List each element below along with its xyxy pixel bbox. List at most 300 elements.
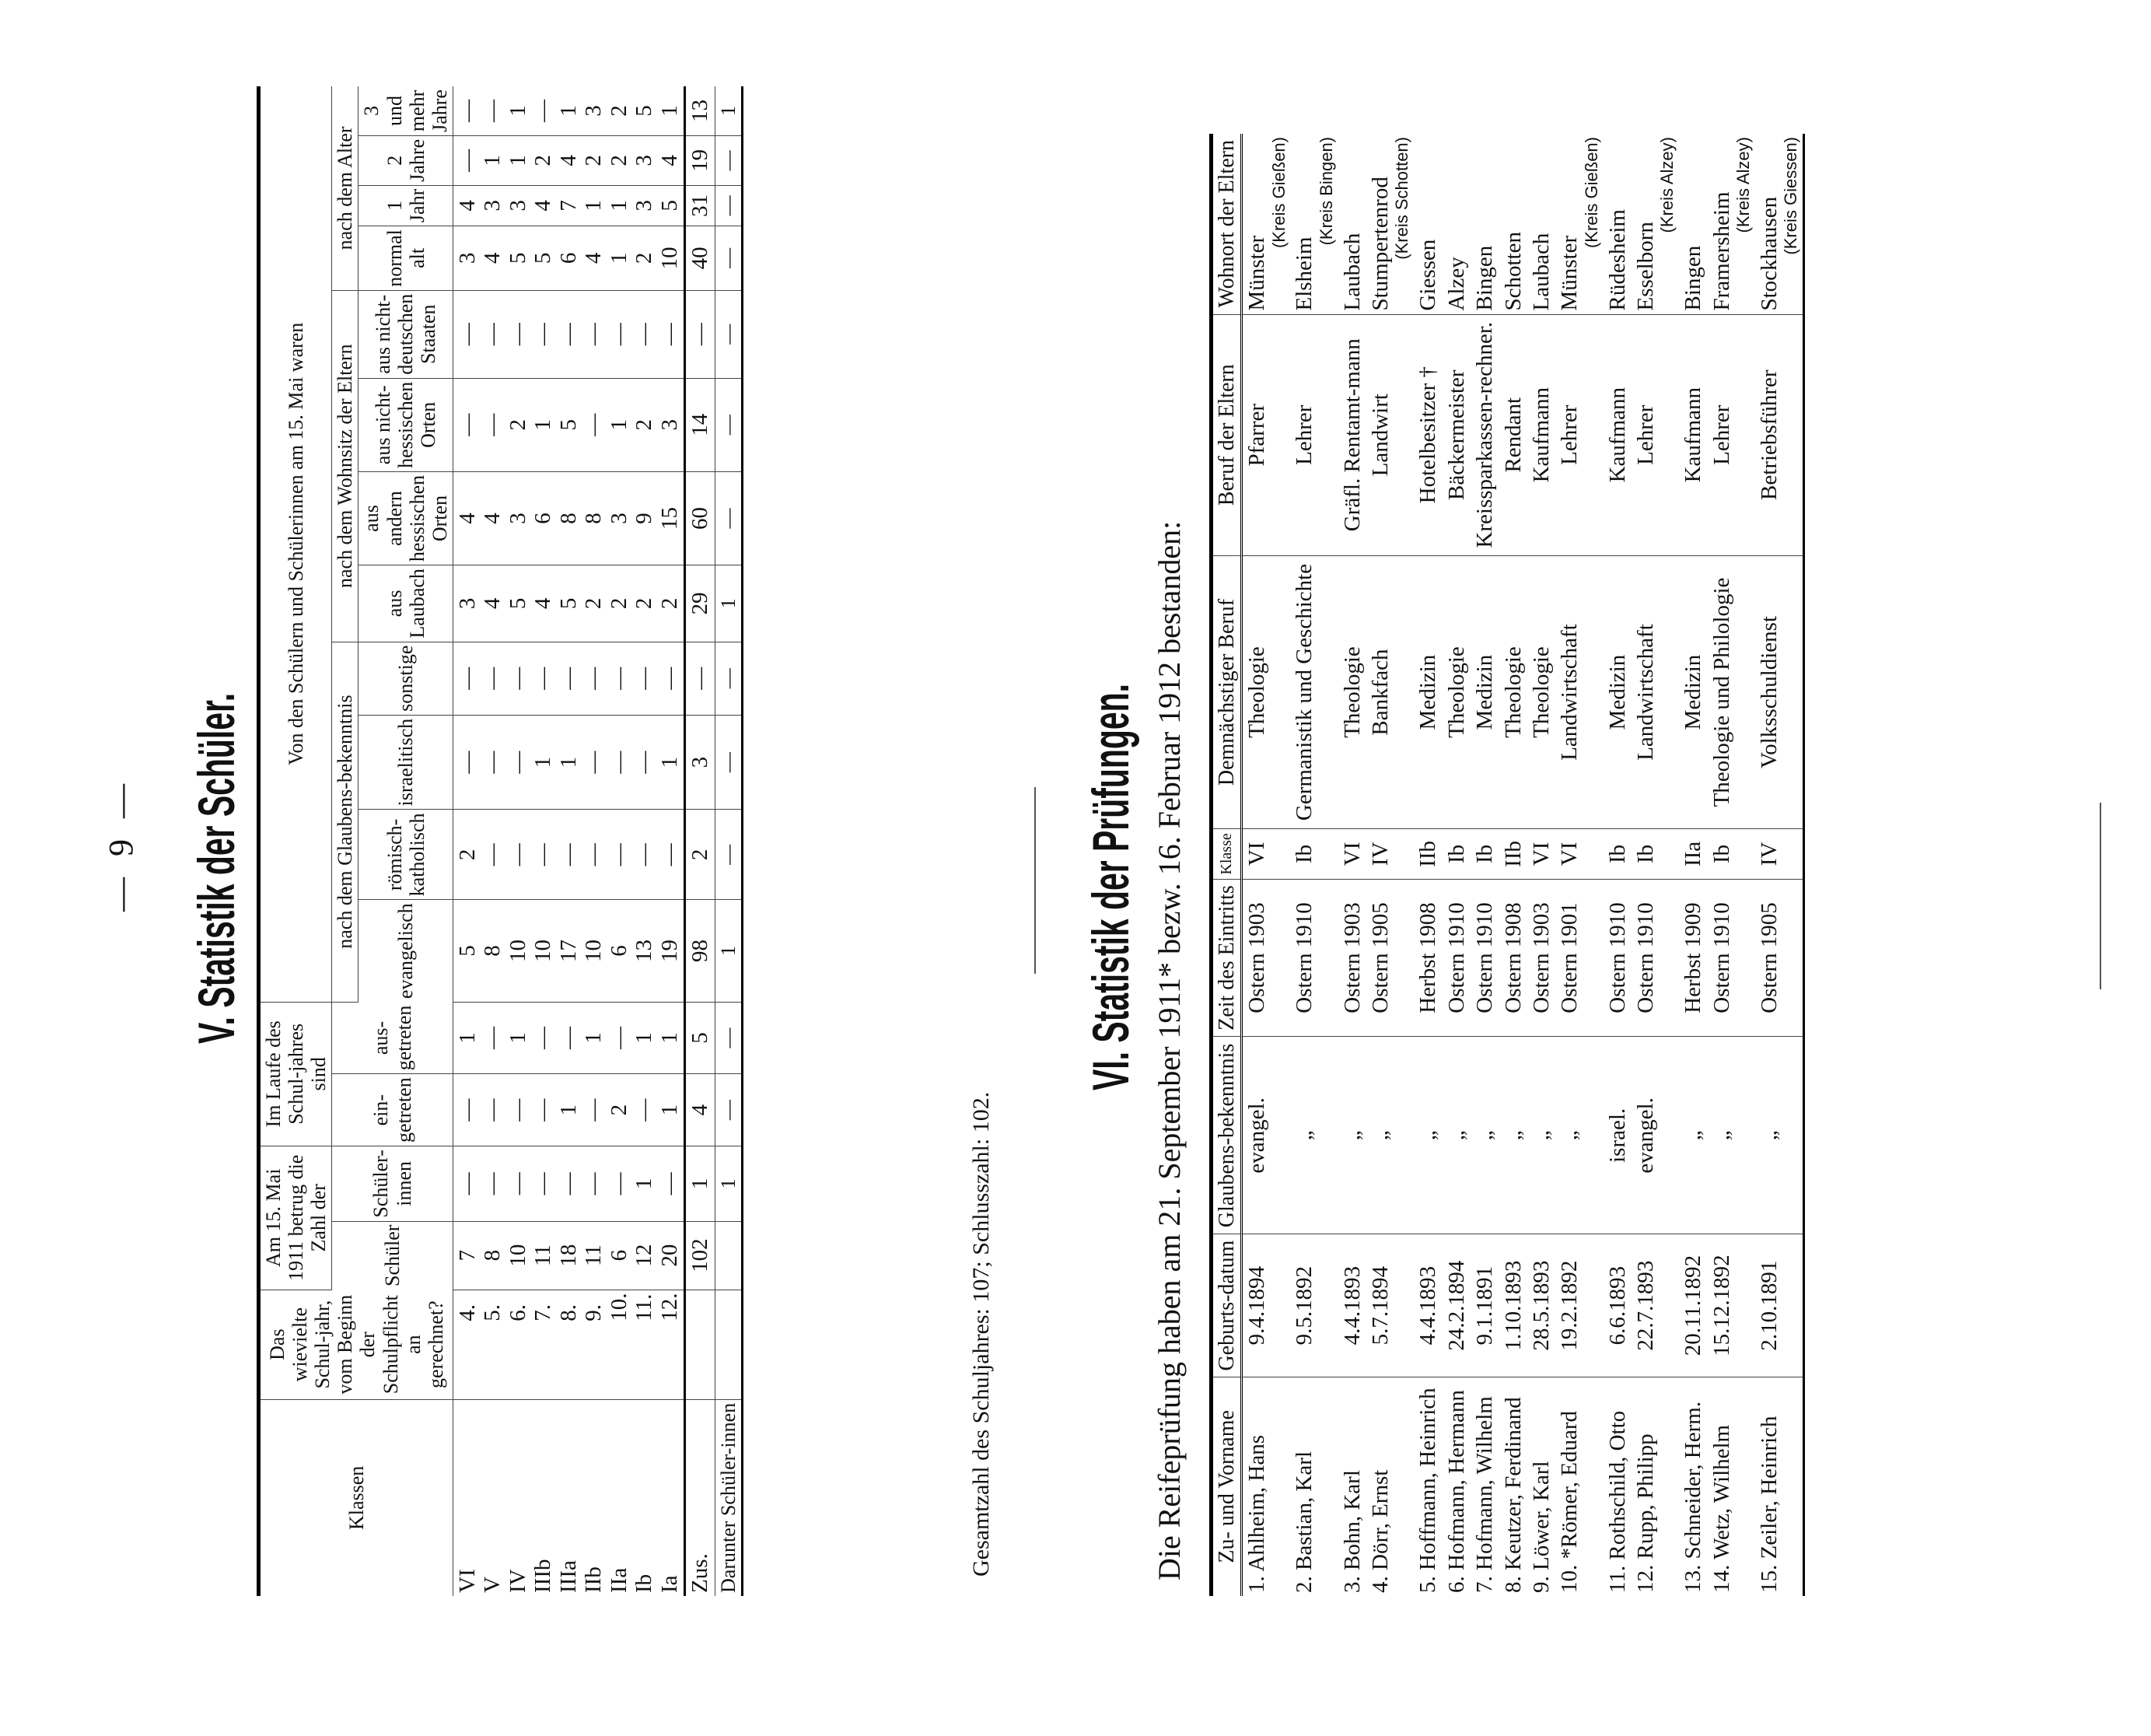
cell-name-text: 10. *Römer, Eduard	[1557, 1410, 1583, 1593]
cell-wohnort	[1414, 134, 1442, 314]
cell-beruf-kuenftig	[1708, 555, 1755, 828]
cell-kreis: (Kreis Bingen)	[1316, 137, 1336, 246]
cell-beruf-eltern	[1366, 314, 1414, 555]
cell-kreis: (Kreis Schotten)	[1392, 137, 1412, 260]
cell-ausgetreten: 1 — 1 — — 1 — 1 1	[453, 1002, 684, 1074]
cell-beruf-eltern	[1555, 314, 1603, 555]
cell-zeit	[1632, 879, 1679, 1037]
col-alter: nach dem Alter	[332, 86, 358, 290]
cell-beruf-eltern-text: Rendant	[1500, 397, 1526, 473]
cell-zeit	[1755, 879, 1804, 1037]
cell-name	[1471, 1377, 1499, 1596]
cell-klasse-text: IIa	[1681, 841, 1706, 867]
cell-name-text: 7. Hofmann, Wilhelm	[1472, 1396, 1498, 1593]
table-row	[1471, 134, 1499, 1596]
cell-wohnort-text: Rüdesheim	[1604, 209, 1630, 311]
table-row-classes	[453, 86, 684, 1596]
cell-zeit	[1527, 879, 1555, 1037]
cell-zeit-text: Ostern 1905	[1756, 902, 1782, 1013]
col-evangelisch: evangelisch	[358, 900, 453, 1002]
col-schuelerinnen: Schüler-innen	[332, 1146, 453, 1222]
cell-darunter-2-jahre: —	[715, 135, 742, 185]
cell-beruf-eltern-text: Kreissparkassen-rechner.	[1472, 321, 1498, 548]
cell-zus-israelitisch: 3	[685, 715, 715, 810]
cell-zus-3-jahre: 13	[685, 86, 715, 135]
bottom-separator-rule	[2100, 803, 2101, 989]
cell-nichthessisch: — — 2 1 5 — 1 2 3	[453, 378, 684, 471]
cell-zeit-text: Ostern 1901	[1557, 902, 1583, 1013]
col-glaubensbekenntnis: nach dem Glaubens-bekenntnis	[332, 642, 358, 1002]
cell-name	[1443, 1377, 1471, 1596]
col-israelitisch: israelitisch	[358, 715, 453, 810]
col-nicht-deutsche-staaten: aus nicht-deutschen Staaten	[358, 290, 453, 378]
student-statistics-table	[257, 86, 743, 1596]
cell-sonstige: — — — — — — — — —	[453, 642, 684, 715]
cell-zus-1-jahr: 31	[685, 185, 715, 226]
cell-geburtsdatum	[1604, 1234, 1632, 1377]
cell-klasse	[1755, 829, 1804, 880]
cell-glaube-text: „	[1528, 1130, 1554, 1141]
cell-wohnort	[1679, 134, 1707, 314]
cell-name	[1755, 1377, 1804, 1596]
cell-zeit-text: Ostern 1908	[1500, 902, 1526, 1013]
cell-name-text: 1. Ahlheim, Hans	[1244, 1435, 1270, 1593]
cell-klasse-text: Ib	[1709, 844, 1734, 863]
cell-wohnort-text: Stumpertenrod	[1368, 177, 1394, 311]
cell-glaube	[1443, 1037, 1471, 1234]
cell-beruf-eltern-text: Pfarrer	[1244, 403, 1270, 467]
cell-eingetreten: — — — — 1 — 2 — 1	[453, 1074, 684, 1146]
cell-glaube-text: evangel.	[1633, 1097, 1659, 1174]
cell-geburtsdatum	[1708, 1234, 1755, 1377]
cell-geburtsdatum-text: 5.7.1894	[1368, 1265, 1394, 1346]
cell-3-jahre: — — 1 — 1 3 2 5 1	[453, 86, 684, 135]
cell-glaube-text: „	[1368, 1130, 1394, 1141]
cell-darunter-hessisch: —	[715, 471, 742, 565]
exam-table-body	[1242, 134, 1803, 1596]
cell-glaube-text: evangel.	[1244, 1097, 1270, 1174]
total-count-line: Gesamtzahl des Schuljahres: 107; Schlusszahl: 102.	[968, 1091, 994, 1577]
cell-beruf-kuenftig-text: Theologie	[1443, 646, 1469, 738]
cell-schueler: 7 8 10 11 18 11 6 12 20	[453, 1221, 684, 1290]
table-row-zus	[685, 86, 715, 1596]
cell-zeit-text: Ostern 1910	[1292, 902, 1317, 1013]
cell-geburtsdatum	[1366, 1234, 1414, 1377]
cell-wohnort	[1755, 134, 1804, 314]
cell-glaube	[1242, 1037, 1291, 1234]
cell-zeit	[1604, 879, 1632, 1037]
cell-beruf-eltern	[1632, 314, 1679, 555]
cell-kreis: (Kreis Alzey)	[1657, 137, 1677, 233]
cell-wohnort-text: Elsheim	[1292, 236, 1317, 311]
cell-geburtsdatum-text: 28.5.1893	[1528, 1260, 1554, 1351]
col-2-jahre: 2 Jahre	[358, 135, 453, 185]
cell-zeit	[1338, 879, 1366, 1037]
cell-name	[1555, 1377, 1603, 1596]
cell-2-jahre: — 1 1 2 4 2 2 3 4	[453, 135, 684, 185]
table-row	[1443, 134, 1471, 1596]
cell-hessisch: 4 4 3 6 8 8 3 9 15	[453, 471, 684, 565]
cell-beruf-eltern	[1499, 314, 1527, 555]
col-beruf-eltern: Beruf der Eltern	[1212, 314, 1242, 555]
table-row	[1527, 134, 1555, 1596]
cell-glaube	[1499, 1037, 1527, 1234]
cell-beruf-eltern	[1338, 314, 1366, 555]
cell-geburtsdatum-text: 15.12.1892	[1709, 1255, 1734, 1356]
cell-wohnort	[1499, 134, 1527, 314]
col-zeit-eintritt: Zeit des Eintritts	[1212, 879, 1242, 1037]
cell-geburtsdatum	[1527, 1234, 1555, 1377]
table-row	[1679, 134, 1707, 1596]
cell-name	[1290, 1377, 1338, 1596]
cell-name-text: 8. Keutzer, Ferdinand	[1500, 1397, 1526, 1593]
cell-wohnort	[1632, 134, 1679, 314]
cell-wohnort-text: Münster	[1557, 235, 1583, 311]
cell-wohnort-text: Bingen	[1472, 245, 1498, 311]
cell-glaube-text: „	[1472, 1130, 1498, 1141]
cell-zeit-text: Ostern 1903	[1339, 902, 1365, 1013]
cell-klasse	[1527, 829, 1555, 880]
cell-kreis: (Kreis Gießen)	[1268, 137, 1289, 249]
cell-wohnort-text: Stockhausen	[1756, 196, 1782, 311]
cell-geburtsdatum	[1499, 1234, 1527, 1377]
cell-klasse	[1414, 829, 1442, 880]
col-schuljahr: Das wievielte Schul-jahr, vom Beginn der Schulpflicht an gerechnet?	[259, 1290, 453, 1399]
col-beruf-kuenftig: Demnächstiger Beruf	[1212, 555, 1242, 828]
table-row	[1555, 134, 1603, 1596]
cell-wohnort	[1604, 134, 1632, 314]
cell-beruf-kuenftig	[1679, 555, 1707, 828]
cell-beruf-eltern	[1471, 314, 1499, 555]
page-number: — 9 —	[102, 778, 140, 912]
cell-israelitisch: — — — 1 1 — — — 1	[453, 715, 684, 810]
cell-geburtsdatum-text: 4.4.1893	[1415, 1265, 1441, 1346]
col-ausgetreten: aus-getreten	[332, 1002, 453, 1074]
cell-klasse-text: IV	[1368, 842, 1394, 866]
cell-glaube	[1290, 1037, 1338, 1234]
cell-beruf-kuenftig-text: Medizin	[1472, 654, 1498, 730]
cell-glaube	[1555, 1037, 1603, 1234]
cell-beruf-kuenftig	[1242, 555, 1291, 828]
cell-wohnort-text: Schotten	[1500, 232, 1526, 311]
cell-geburtsdatum-text: 9.1.1891	[1472, 1265, 1498, 1346]
cell-klasse-text: IIb	[1500, 841, 1526, 867]
cell-klasse	[1338, 829, 1366, 880]
cell-klasse-text: IIb	[1415, 841, 1441, 867]
cell-glaube	[1604, 1037, 1632, 1234]
cell-beruf-kuenftig-text: Germanistik und Geschichte	[1292, 563, 1317, 821]
cell-zeit-text: Herbst 1909	[1681, 902, 1706, 1013]
cell-klasse-text: Ib	[1604, 844, 1630, 863]
cell-1-jahr: 4 3 3 4 7 1 1 3 5	[453, 185, 684, 226]
cell-name-text: 6. Hofmann, Hermann	[1443, 1390, 1469, 1593]
cell-zus-schueler: 102	[685, 1221, 715, 1290]
cell-wohnort-text: Alzey	[1443, 257, 1469, 311]
cell-beruf-kuenftig	[1471, 555, 1499, 828]
cell-darunter-nichthessisch: —	[715, 378, 742, 471]
cell-zeit-text: Ostern 1905	[1368, 902, 1394, 1013]
cell-zeit-text: Ostern 1910	[1443, 902, 1469, 1013]
cell-beruf-kuenftig	[1290, 555, 1338, 828]
cell-beruf-kuenftig-text: Medizin	[1681, 654, 1706, 730]
cell-beruf-kuenftig-text: Theologie	[1500, 646, 1526, 738]
cell-wohnort	[1443, 134, 1471, 314]
cell-geburtsdatum	[1632, 1234, 1679, 1377]
table-row	[1499, 134, 1527, 1596]
col-1-jahr: 1 Jahr	[358, 185, 453, 226]
cell-beruf-kuenftig	[1338, 555, 1366, 828]
cell-zeit-text: Ostern 1910	[1472, 902, 1498, 1013]
cell-wohnort-text: Esselborn	[1633, 222, 1659, 311]
cell-beruf-kuenftig-text: Bankfach	[1368, 649, 1394, 736]
cell-klasse	[1366, 829, 1414, 880]
cell-beruf-eltern-text: Kaufmann	[1528, 387, 1554, 483]
cell-zeit-text: Ostern 1910	[1604, 902, 1630, 1013]
cell-glaube-text: „	[1339, 1130, 1365, 1141]
col-geburtsdatum: Geburts-datum	[1212, 1234, 1242, 1377]
table-row	[1338, 134, 1366, 1596]
cell-darunter-laubach: 1	[715, 565, 742, 642]
cell-nichtdeutsch: — — — — — — — — —	[453, 290, 684, 378]
cell-beruf-kuenftig-text: Medizin	[1604, 654, 1630, 730]
cell-zeit	[1555, 879, 1603, 1037]
cell-zeit-text: Ostern 1910	[1709, 902, 1734, 1013]
cell-wohnort	[1290, 134, 1338, 314]
section-title-statistik-schueler: V. Statistik der Schüler.	[187, 692, 245, 1044]
cell-geburtsdatum-text: 4.4.1893	[1339, 1265, 1365, 1346]
cell-kreis: (Kreis Giessen)	[1781, 137, 1801, 255]
table-row	[1414, 134, 1442, 1596]
exam-intro-sentence: Die Reifeprüfung haben am 21. September 1911* bezw. 16. Februar 1912 bestanden:	[1152, 520, 1187, 1580]
col-klasse: Klasse	[1212, 829, 1242, 880]
cell-wohnort	[1471, 134, 1499, 314]
cell-beruf-kuenftig	[1499, 555, 1527, 828]
cell-wohnort	[1366, 134, 1414, 314]
col-klassen: Klassen	[259, 1399, 453, 1596]
cell-klasse-text: VI	[1528, 842, 1554, 866]
cell-geburtsdatum-text: 19.2.1892	[1557, 1260, 1583, 1351]
col-sonstige: sonstige	[358, 642, 453, 715]
cell-beruf-kuenftig-text: Theologie	[1528, 646, 1554, 738]
cell-laubach: 3 4 5 4 5 2 2 2 2	[453, 565, 684, 642]
cell-glaube-text: „	[1443, 1130, 1469, 1141]
cell-glaube	[1527, 1037, 1555, 1234]
cell-beruf-kuenftig	[1632, 555, 1679, 828]
cell-glaube-text: „	[1756, 1130, 1782, 1141]
cell-name	[1338, 1377, 1366, 1596]
cell-glaube-text: „	[1681, 1130, 1706, 1141]
cell-zeit	[1414, 879, 1442, 1037]
cell-beruf-kuenftig	[1555, 555, 1603, 828]
cell-geburtsdatum-text: 9.4.1894	[1244, 1265, 1270, 1346]
cell-beruf-kuenftig-text: Medizin	[1415, 654, 1441, 730]
cell-zus-laubach: 29	[685, 565, 715, 642]
cell-beruf-kuenftig-text: Volksschuldienst	[1756, 615, 1782, 769]
cell-wohnort	[1555, 134, 1603, 314]
col-hessische-orte: aus andern hessischen Orten	[358, 471, 453, 565]
cell-katholisch: 2 — — — — — — — —	[453, 810, 684, 900]
cell-wohnort-text: Bingen	[1681, 245, 1706, 311]
cell-beruf-kuenftig	[1755, 555, 1804, 828]
cell-beruf-eltern	[1443, 314, 1471, 555]
cell-beruf-eltern-text: Bäckermeister	[1443, 369, 1469, 500]
table-row	[1755, 134, 1804, 1596]
cell-klasse-text: Ib	[1472, 844, 1498, 863]
cell-geburtsdatum	[1242, 1234, 1291, 1377]
cell-beruf-eltern	[1679, 314, 1707, 555]
separator-rule	[1034, 787, 1036, 974]
cell-zeit	[1242, 879, 1291, 1037]
cell-beruf-kuenftig	[1527, 555, 1555, 828]
col-eingetreten: ein-getreten	[332, 1074, 453, 1146]
cell-wohnort	[1708, 134, 1755, 314]
col-am-15-mai: Am 15. Mai 1911 betrug die Zahl der	[259, 1146, 332, 1290]
cell-darunter-normal: —	[715, 226, 742, 291]
cell-klasse-text: VI	[1557, 842, 1583, 866]
cell-beruf-kuenftig-text: Landwirtschaft	[1633, 624, 1659, 761]
cell-beruf-eltern-text: Lehrer	[1709, 404, 1734, 465]
cell-beruf-eltern	[1414, 314, 1442, 555]
cell-beruf-eltern-text: Gräfl. Rentamt-mann	[1339, 338, 1365, 532]
cell-klasse	[1555, 829, 1603, 880]
cell-zus-nichthessisch: 14	[685, 378, 715, 471]
cell-zus-2-jahre: 19	[685, 135, 715, 185]
cell-geburtsdatum	[1338, 1234, 1366, 1377]
table-row	[1604, 134, 1632, 1596]
cell-name	[1708, 1377, 1755, 1596]
cell-glaube	[1414, 1037, 1442, 1234]
cell-geburtsdatum	[1414, 1234, 1442, 1377]
cell-klasse-text: VI	[1339, 842, 1365, 866]
cell-klasse	[1471, 829, 1499, 880]
cell-wohnort-text: Münster	[1244, 235, 1270, 311]
cell-beruf-eltern-text: Lehrer	[1292, 404, 1317, 465]
cell-beruf-eltern-text: Kaufmann	[1604, 387, 1630, 483]
cell-klasse	[1242, 829, 1291, 880]
cell-klasse-text: IV	[1756, 842, 1782, 866]
cell-zeit	[1708, 879, 1755, 1037]
cell-glaube	[1366, 1037, 1414, 1234]
cell-darunter-nichtdeutsch: —	[715, 290, 742, 378]
cell-zeit	[1471, 879, 1499, 1037]
cell-schuelerinnen: — — — — — — — 1 —	[453, 1146, 684, 1222]
cell-name-text: 11. Rothschild, Otto	[1604, 1410, 1630, 1593]
cell-glaube-text: „	[1709, 1130, 1734, 1141]
cell-glaube	[1471, 1037, 1499, 1234]
cell-zeit	[1443, 879, 1471, 1037]
cell-glaube-text: „	[1292, 1130, 1317, 1141]
cell-glaube	[1708, 1037, 1755, 1234]
col-3-jahre: 3 und mehr Jahre	[358, 86, 453, 135]
cell-glaube-text: „	[1415, 1130, 1441, 1141]
table-row	[1366, 134, 1414, 1596]
col-normal-alt: normal alt	[358, 226, 453, 291]
col-im-laufe: Im Laufe des Schul-jahres sind	[259, 1002, 332, 1146]
cell-geburtsdatum	[1755, 1234, 1804, 1377]
col-von-den-schuelern: Von den Schülern und Schülerinnen am 15. Mai waren	[259, 86, 332, 1002]
cell-beruf-eltern	[1755, 314, 1804, 555]
cell-beruf-eltern-text: Hotelbesitzer †	[1415, 366, 1441, 504]
cell-wohnort-text: Giessen	[1415, 239, 1441, 311]
cell-zeit-text: Ostern 1910	[1633, 902, 1659, 1013]
cell-darunter-evangelisch: 1	[715, 900, 742, 1002]
cell-glaube-text: „	[1500, 1130, 1526, 1141]
cell-beruf-eltern	[1527, 314, 1555, 555]
col-wohnsitz: nach dem Wohnsitz der Eltern	[332, 290, 358, 642]
cell-beruf-kuenftig-text: Theologie	[1339, 646, 1365, 738]
cell-beruf-kuenftig	[1604, 555, 1632, 828]
cell-name-text: 13. Schneider, Herm.	[1681, 1401, 1706, 1593]
cell-zus-empty	[685, 1290, 715, 1399]
table-row	[1242, 134, 1291, 1596]
cell-geburtsdatum-text: 20.11.1892	[1681, 1255, 1706, 1356]
cell-darunter-sonstige: —	[715, 642, 742, 715]
cell-normal: 3 4 5 5 6 4 1 2 10	[453, 226, 684, 291]
cell-name-text: 12. Rupp, Philipp	[1633, 1433, 1659, 1593]
cell-geburtsdatum	[1679, 1234, 1707, 1377]
cell-darunter-israelitisch: —	[715, 715, 742, 810]
cell-klasse	[1499, 829, 1527, 880]
cell-zus-evangelisch: 98	[685, 900, 715, 1002]
cell-zus-normal: 40	[685, 226, 715, 291]
cell-zus-sonstige: —	[685, 642, 715, 715]
cell-zeit-text: Ostern 1903	[1528, 902, 1554, 1013]
cell-name-text: 14. Wetz, Wilhelm	[1709, 1424, 1734, 1593]
cell-darunter-katholisch: —	[715, 810, 742, 900]
cell-name	[1366, 1377, 1414, 1596]
cell-geburtsdatum-text: 1.10.1893	[1500, 1260, 1526, 1351]
cell-wohnort-text: Laubach	[1339, 233, 1365, 311]
cell-beruf-kuenftig	[1443, 555, 1471, 828]
cell-darunter-schueler	[715, 1221, 742, 1290]
cell-glaube-text: israel.	[1604, 1108, 1630, 1163]
cell-zeit	[1679, 879, 1707, 1037]
table-row-darunter	[715, 86, 742, 1596]
cell-geburtsdatum	[1290, 1234, 1338, 1377]
cell-klasse	[1604, 829, 1632, 880]
cell-name-text: 5. Hoffmann, Heinrich	[1415, 1388, 1441, 1593]
cell-geburtsdatum-text: 2.10.1891	[1756, 1260, 1782, 1351]
cell-schuljahr: 4. 5. 6. 7. 8. 9. 10. 11. 12.	[453, 1290, 684, 1399]
col-aus-laubach: aus Laubach	[358, 565, 453, 642]
cell-klassen: VI V IV IIIb IIIa IIb IIa Ib Ia	[454, 1559, 682, 1593]
cell-name-text: 15. Zeiler, Heinrich	[1756, 1416, 1782, 1593]
cell-zus-label: Zus.	[685, 1399, 715, 1596]
cell-zus-ausgetreten: 5	[685, 1002, 715, 1074]
exam-candidates-table	[1209, 134, 1805, 1596]
table-row	[1708, 134, 1755, 1596]
cell-zeit-text: Ostern 1903	[1244, 902, 1270, 1013]
cell-name	[1679, 1377, 1707, 1596]
cell-klasse-text: Ib	[1292, 844, 1317, 863]
col-schueler: Schüler	[332, 1221, 453, 1290]
cell-glaube	[1338, 1037, 1366, 1234]
cell-name-text: 2. Bastian, Karl	[1292, 1451, 1317, 1593]
cell-wohnort-text: Framersheim	[1709, 191, 1734, 311]
cell-geburtsdatum	[1555, 1234, 1603, 1377]
cell-zus-hessisch: 60	[685, 471, 715, 565]
cell-klasse	[1290, 829, 1338, 880]
cell-beruf-kuenftig-text: Landwirtschaft	[1557, 624, 1583, 761]
cell-zus-schuelerinnen: 1	[685, 1146, 715, 1222]
col-wohnort-eltern: Wohnort der Eltern	[1212, 134, 1242, 314]
cell-zus-eingetreten: 4	[685, 1074, 715, 1146]
cell-beruf-eltern-text: Kaufmann	[1681, 387, 1706, 483]
cell-geburtsdatum	[1471, 1234, 1499, 1377]
cell-darunter-eingetreten: —	[715, 1074, 742, 1146]
cell-klasse	[1443, 829, 1471, 880]
cell-beruf-eltern	[1604, 314, 1632, 555]
